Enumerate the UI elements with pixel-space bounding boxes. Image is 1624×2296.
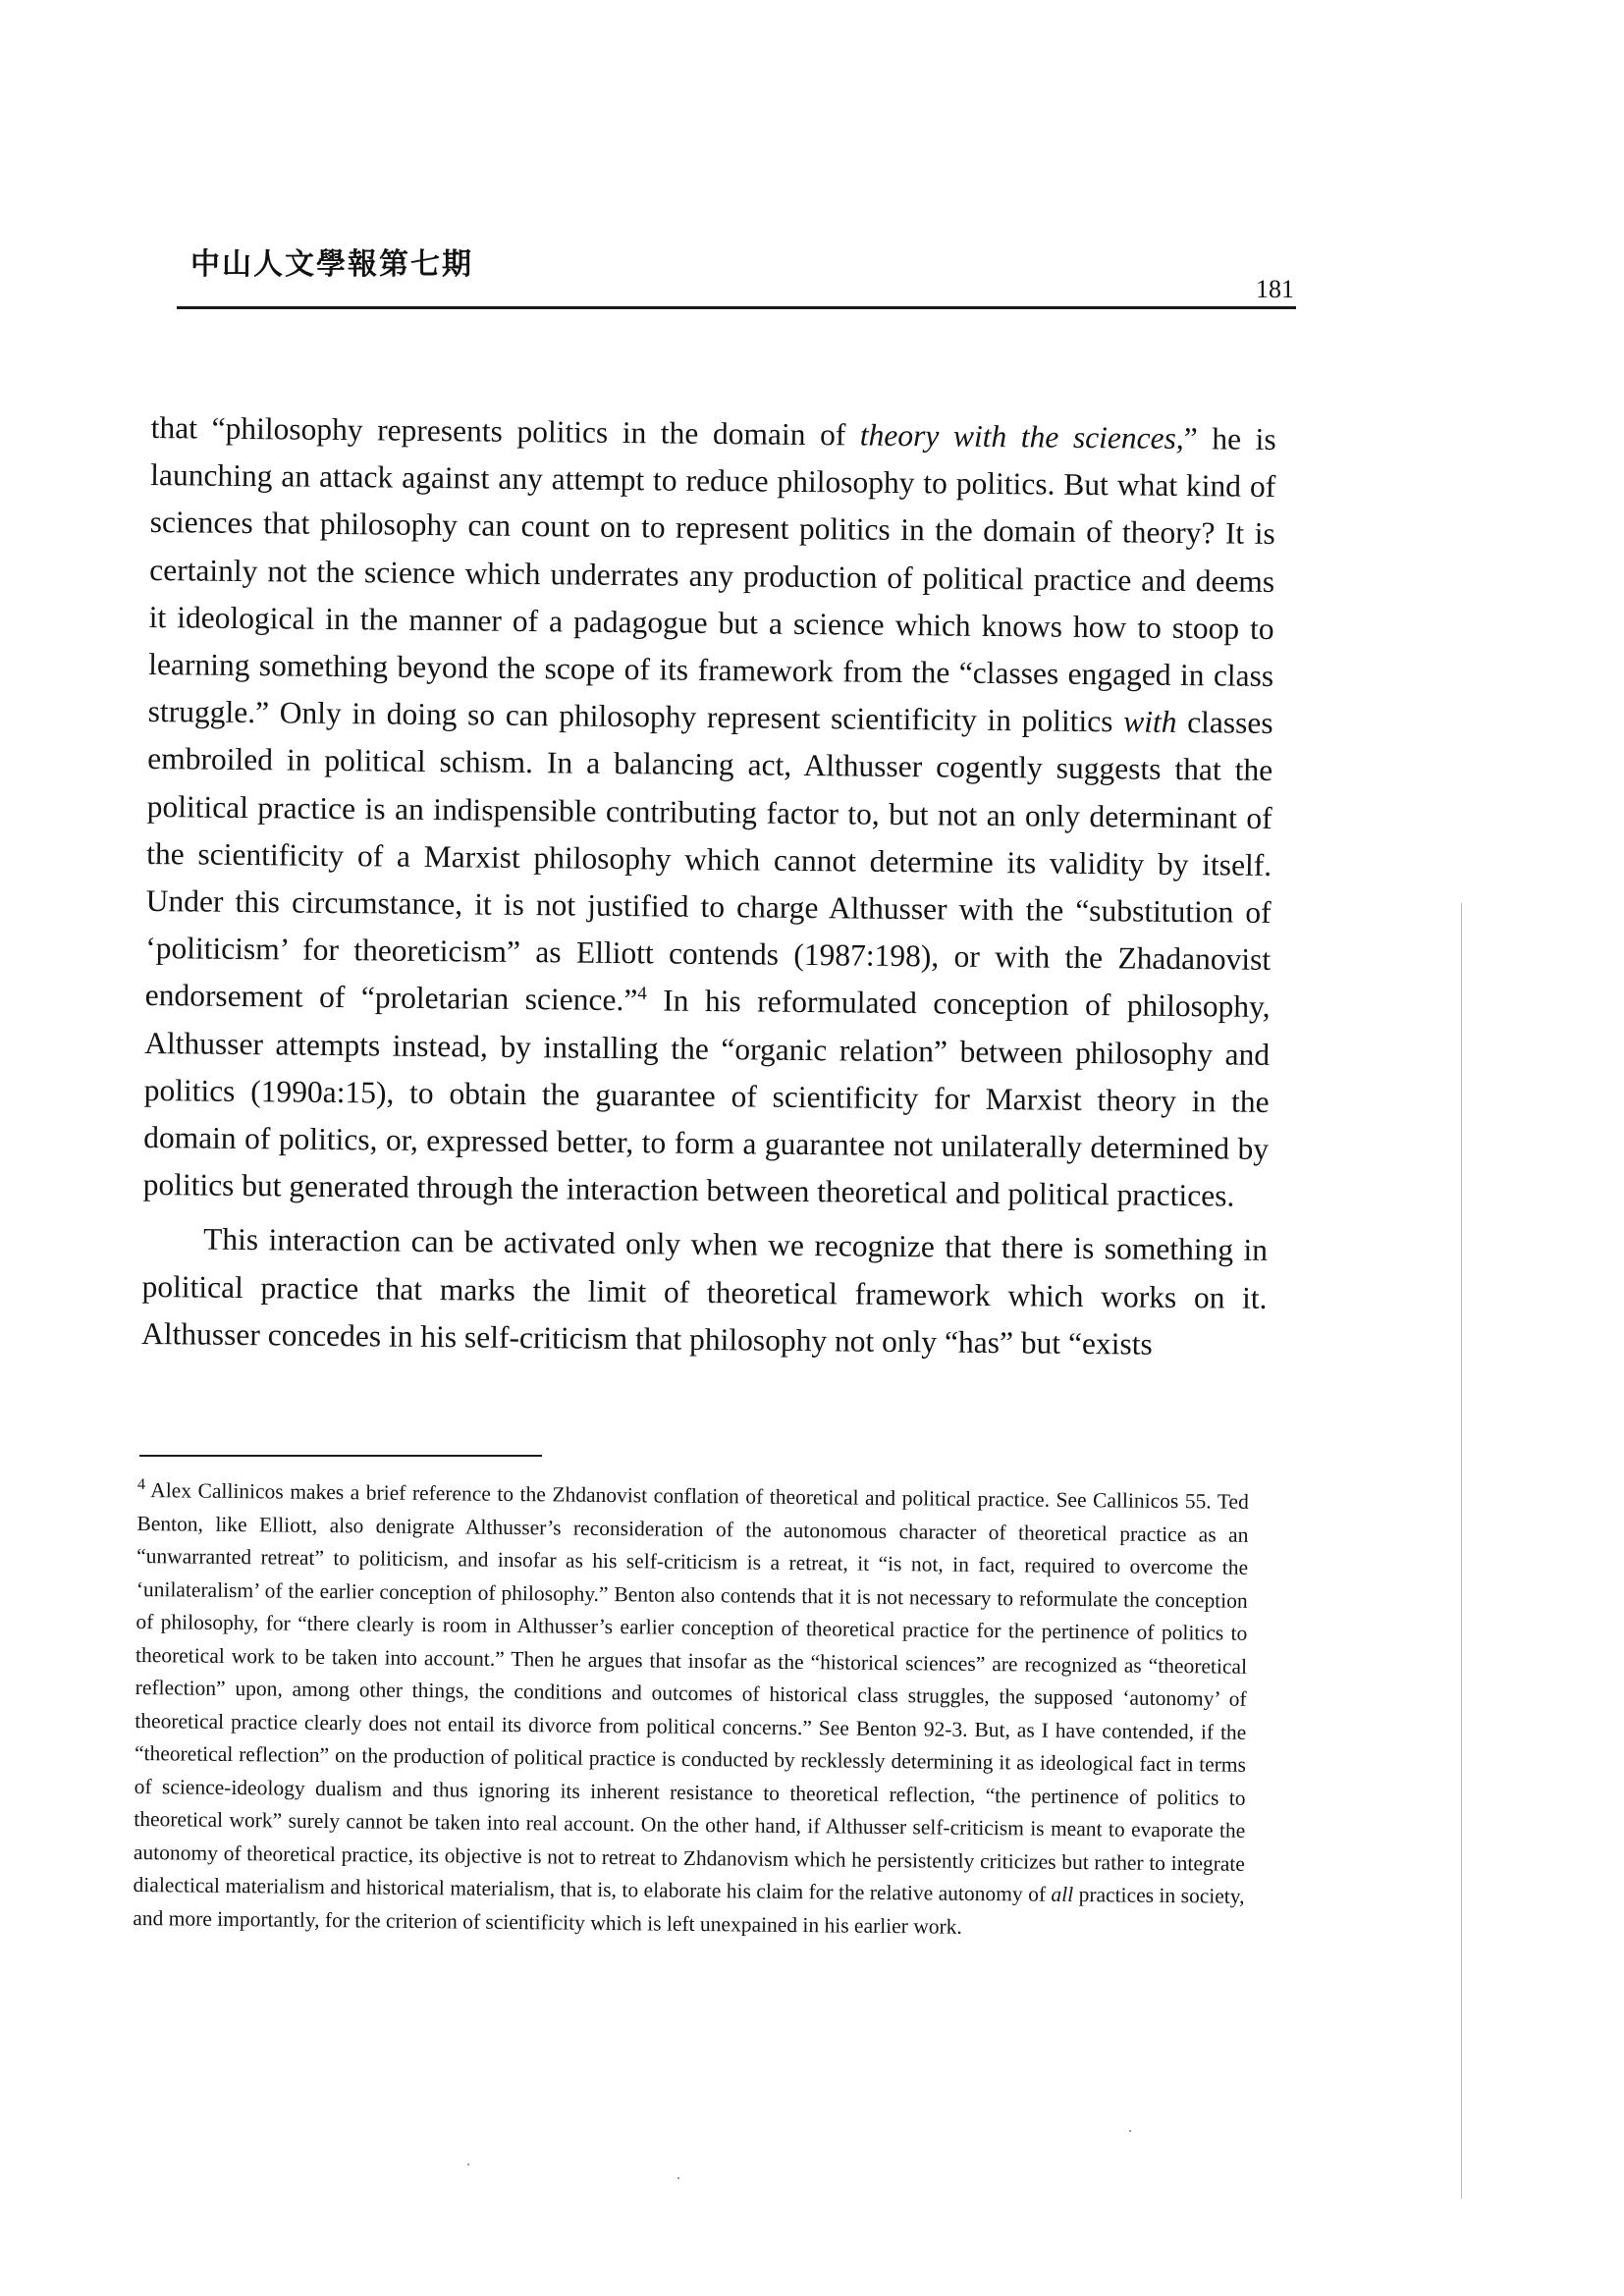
footnote-4 <box>133 1474 1249 1947</box>
text-run: ” he is launching an attack against any attempt to reduce philosophy to politics. But what kind of sciences that philosophy can count on to represent politics in the domain of theory? It is certainly not the science which underrates any production of political practice and deems it ideological in the manner of a padagogue but a science which knows how to stoop to learning something beyond the scope of its framework from the “classes engaged in class struggle.” Only in doing so can philosophy represent scientificity in politics <box>147 421 1276 739</box>
header-rule <box>177 306 1296 309</box>
emphasis-with: with <box>1123 704 1177 740</box>
running-header <box>177 240 1296 306</box>
text-run: Alex Callinicos makes a brief reference to the Zhdanovist conflation of theoretical and political practice. See Callinicos 55. Ted Benton, like Elliott, also denigrate Althusser’s reconsideration of the autonomous character of theoretical practice as an “unwarranted retreat” to politicism, and insofar as his self-criticism is a retreat, it “is not, in fact, required to overcome the ‘unilateralism’ of the earlier conception of philosophy.” Benton also contends that it is not necessary to reformulate the conception of philosophy, for “there clearly is room in Althusser’s earlier conception of theoretical practice for the pertinence of politics to theoretical work to be taken into account.” Then he argues that insofar as the “historical sciences” are recognized as “theoretical reflection” upon, among other things, the conditions and outcomes of historical class struggles, the supposed ‘autonomy’ of theoretical practice clearly does not entail its divorce from political concerns.” See Benton 92-3. But, as I have contended, if the “theoretical reflection” on the production of political practice is conducted by recklessly determining it as ideological fact in terms of science-ideology dualism and thus ignoring its inherent resistance to theoretical reflection, “the pertinence of politics to theoretical work” surely cannot be taken into real account. On the other hand, if Althusser self-criticism is meant to evaporate the autonomy of theoretical practice, its objective is not to retreat to Zhdanovism which he persistently criticizes but rather to integrate dialectical materialism and historical materialism, that is, to elaborate his claim for the relative autonomy of <box>133 1478 1249 1906</box>
scan-speck <box>1129 2130 1131 2132</box>
scan-speck <box>467 2163 469 2165</box>
text-run: practices in society, and more importantly, for the criterion of scientificity which is left unexpained in his earlier work. <box>133 1883 1245 1939</box>
text-run: In his reformulated conception of philosophy, Althusser attempts instead, by installing the “organic relation” between philosophy and politics (1990a:15), to obtain the guarantee of scientificity for Marxist theory in the domain of politics, or, expressed better, to form a guarantee not unilaterally determined by politics but generated through the interaction between theoretical and political practices. <box>142 983 1271 1213</box>
emphasis-all: all <box>1051 1882 1074 1907</box>
text-run: classes embroiled in political schism. In a balancing act, Althusser cogently suggests that the political practice is an indispensible contributing factor to, but not an only determinant of the scientificity of a Marxist philosophy which cannot determine its validity by itself. Under this circumstance, it is not justified to charge Althusser with the “substitution of ‘politicism’ for theoreticism” as Elliott contends (1987:198), or with the Zhadanovist endorsement of “proletarian science.” <box>144 705 1273 1018</box>
scan-margin-line <box>1461 903 1462 2199</box>
paragraph-1 <box>142 404 1276 1220</box>
footnotes <box>133 1474 1249 1947</box>
footnote-reference[interactable]: 4 <box>637 984 647 1005</box>
text-run: that “philosophy represents politics in the domain of <box>150 409 861 453</box>
footnote-rule <box>139 1455 542 1457</box>
footnote-number: 4 <box>136 1475 146 1493</box>
scan-speck <box>677 2177 679 2179</box>
paragraph-2: This interaction can be activated only when we recognize that there is something in political practice that marks the limit of theoretical framework which works on it. Althusser concedes in his self-criticism that philosophy not only “has” but “exists <box>140 1222 1269 1362</box>
emphasis-theory-with-sciences: theory with the sciences, <box>859 417 1184 456</box>
journal-title: 中山人文學報第七期 <box>190 247 473 282</box>
page-number: 181 <box>1256 275 1294 303</box>
body-text <box>141 404 1276 1369</box>
